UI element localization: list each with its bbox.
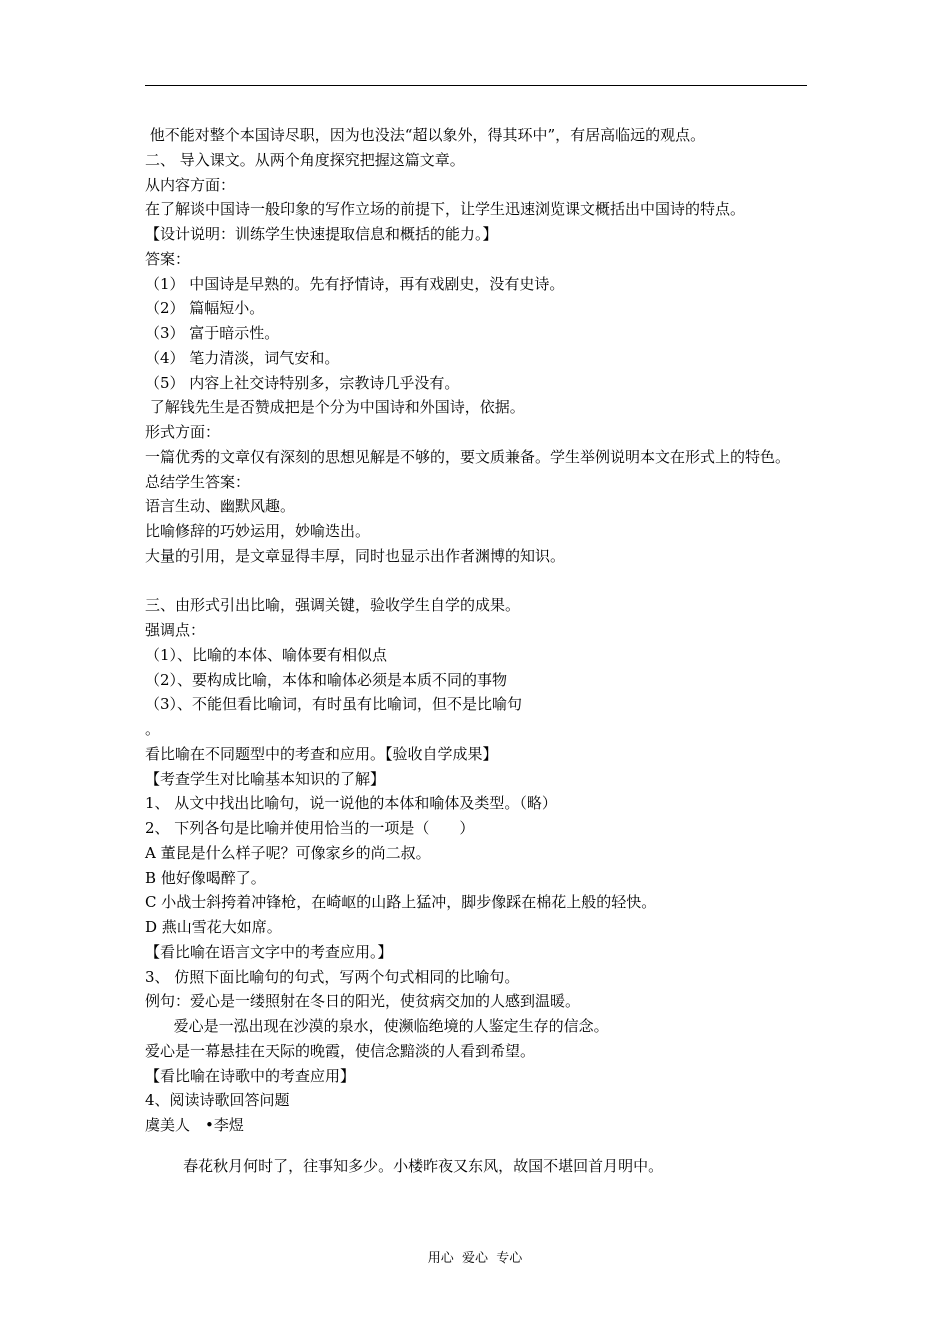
answer-item: （4） 笔力清淡，词气安和。 xyxy=(145,348,340,367)
text-line: 语言生动、幽默风趣。 xyxy=(145,497,296,516)
option-item: C 小战士斜挎着冲锋枪，在崎岖的山路上猛冲，脚步像踩在棉花上般的轻快。 xyxy=(145,893,657,912)
answer-item: （1） 中国诗是早熟的。先有抒情诗，再有戏剧史，没有史诗。 xyxy=(145,274,565,293)
option-item: D 燕山雪花大如席。 xyxy=(145,918,282,936)
text-line: 形式方面： xyxy=(145,423,221,441)
text-line: 看比喻在不同题型中的考查和应用。【验收自学成果】 xyxy=(145,744,498,763)
question-item: 2、 下列各句是比喻并使用恰当的一项是（ ） xyxy=(145,819,475,837)
text-line: 总结学生答案： xyxy=(145,472,251,491)
text-line: 【看比喻在诗歌中的考查应用】 xyxy=(145,1066,356,1085)
option-item: B 他好像喝醉了。 xyxy=(145,868,266,887)
text-line: 。 xyxy=(145,720,161,738)
text-line: 从内容方面： xyxy=(145,175,236,194)
blank-line xyxy=(145,569,815,594)
example-sentence: 爱心是一幕悬挂在天际的晚霞，使信念黯淡的人看到希望。 xyxy=(145,1041,536,1060)
text-line: 【考查学生对比喻基本知识的了解】 xyxy=(145,769,386,788)
key-point: （2）、要构成比喻，本体和喻体必须是本质不同的事物 xyxy=(145,670,508,689)
header-rule xyxy=(145,85,807,86)
key-point: （3）、不能但看比喻词，有时虽有比喻词，但不是比喻句 xyxy=(145,695,523,714)
question-item: 1、 从文中找出比喻句，说一说他的本体和喻体及类型。（略） xyxy=(145,794,557,813)
page-footer: 用心 爱心 专心 xyxy=(427,1251,523,1266)
blank-line xyxy=(145,1138,815,1154)
text-line: 了解钱先生是否赞成把是个分为中国诗和外国诗，依据。 xyxy=(145,398,525,417)
text-line: 强调点： xyxy=(145,621,206,639)
section-heading: 二、 导入课文。从两个角度探究把握这篇文章。 xyxy=(145,150,465,169)
poem-line: 春花秋月何时了，往事知多少。小楼昨夜又东风，故国不堪回首月明中。 xyxy=(145,1156,664,1175)
example-sentence: 例句：爱心是一缕照射在冬日的阳光，使贫病交加的人感到温暖。 xyxy=(145,992,581,1011)
answer-item: （5） 内容上社交诗特别多，宗教诗几乎没有。 xyxy=(145,373,460,392)
design-note: 【设计说明：训练学生快速提取信息和概括的能力。】 xyxy=(145,225,498,243)
document-body xyxy=(145,123,815,1179)
poem-title: 虞美人 •李煜 xyxy=(145,1116,244,1134)
answer-item: （2） 篇幅短小。 xyxy=(145,299,265,318)
section-heading: 三、由形式引出比喻，强调关键，验收学生自学的成果。 xyxy=(145,596,521,615)
answer-item: （3） 富于暗示性。 xyxy=(145,324,280,342)
text-line: 他不能对整个本国诗尽职，因为也没法“超以象外，得其环中”，有居高临远的观点。 xyxy=(145,126,706,144)
text-line: 大量的引用，是文章显得丰厚，同时也显示出作者渊博的知识。 xyxy=(145,546,566,565)
example-sentence: 爱心是一泓出现在沙漠的泉水，使濒临绝境的人鉴定生存的信念。 xyxy=(145,1017,609,1035)
text-line: 答案： xyxy=(145,249,191,268)
text-line: 【看比喻在语言文字中的考查应用。】 xyxy=(145,942,393,961)
question-item: 4、阅读诗歌回答问题 xyxy=(145,1091,290,1110)
option-item: A 董昆是什么样子呢？可像家乡的尚二叔。 xyxy=(145,843,431,862)
paragraph-form: 一篇优秀的文章仅有深刻的思想见解是不够的，要文质兼备。学生举例说明本文在形式上的特色。 xyxy=(145,447,791,466)
key-point: （1）、比喻的本体、喻体要有相似点 xyxy=(145,645,388,664)
question-item: 3、 仿照下面比喻句的句式，写两个句式相同的比喻句。 xyxy=(145,967,520,986)
text-line: 在了解谈中国诗一般印象的写作立场的前提下，让学生迅速浏览课文概括出中国诗的特点。 xyxy=(145,200,746,219)
text-line: 比喻修辞的巧妙运用，妙喻迭出。 xyxy=(145,522,371,540)
